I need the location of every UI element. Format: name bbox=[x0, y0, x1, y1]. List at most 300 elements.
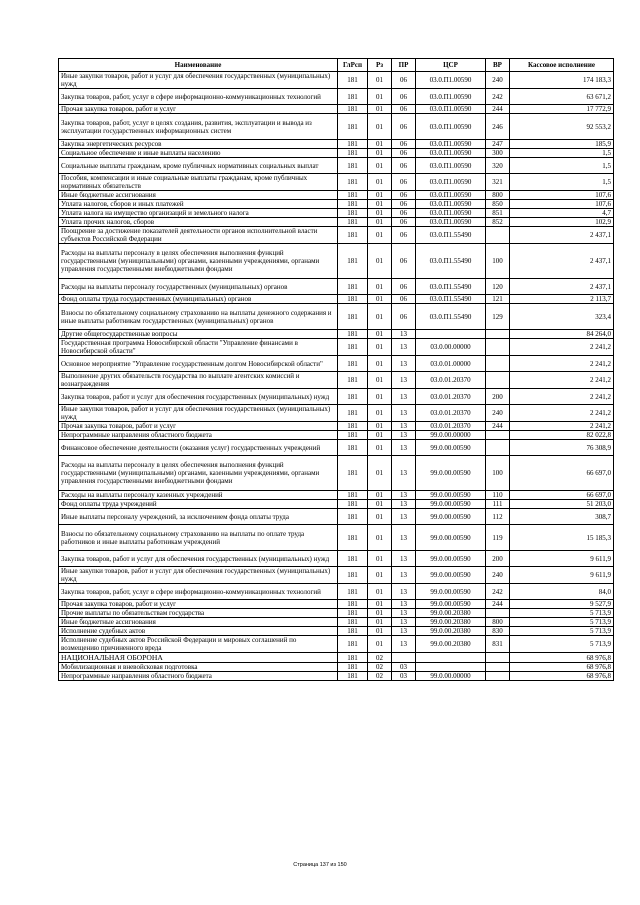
cell-amount: 2 241,2 bbox=[510, 405, 614, 422]
cell-pr: 13 bbox=[392, 509, 416, 525]
cell-vr: 244 bbox=[486, 600, 510, 609]
cell-glrsp: 181 bbox=[338, 114, 368, 140]
cell-glrsp: 181 bbox=[338, 584, 368, 600]
cell-rz: 01 bbox=[368, 636, 392, 653]
table-row bbox=[59, 200, 614, 209]
table-row bbox=[59, 525, 614, 551]
cell-amount: 308,7 bbox=[510, 509, 614, 525]
table-row bbox=[59, 600, 614, 609]
cell-amount: 82 022,8 bbox=[510, 431, 614, 440]
cell-vr: 200 bbox=[486, 551, 510, 567]
cell-vr: 244 bbox=[486, 422, 510, 431]
cell-name: Закупка товаров, работ, услуг в целях создания, развития, эксплуатации и вывода из эксплуатации государственных информационных систем bbox=[59, 114, 338, 140]
cell-csr bbox=[416, 663, 486, 672]
cell-glrsp: 181 bbox=[338, 440, 368, 456]
cell-rz: 01 bbox=[368, 200, 392, 209]
table-row bbox=[59, 653, 614, 663]
cell-vr: 300 bbox=[486, 149, 510, 158]
cell-pr: 06 bbox=[392, 191, 416, 200]
cell-vr: 852 bbox=[486, 218, 510, 227]
table-row bbox=[59, 295, 614, 304]
cell-vr: 240 bbox=[486, 567, 510, 584]
cell-name: Социальное обеспечение и иные выплаты населению bbox=[59, 149, 338, 158]
cell-name: Исполнение судебных актов Российской Федерации и мировых соглашений по возмещению причиненного вреда bbox=[59, 636, 338, 653]
cell-glrsp: 181 bbox=[338, 149, 368, 158]
cell-glrsp: 181 bbox=[338, 567, 368, 584]
table-row bbox=[59, 339, 614, 356]
table-row bbox=[59, 609, 614, 618]
cell-vr: 246 bbox=[486, 114, 510, 140]
cell-pr: 03 bbox=[392, 672, 416, 681]
cell-rz: 01 bbox=[368, 72, 392, 89]
cell-vr bbox=[486, 609, 510, 618]
cell-vr bbox=[486, 431, 510, 440]
table-row bbox=[59, 509, 614, 525]
cell-name: Закупка энергетических ресурсов bbox=[59, 140, 338, 149]
cell-pr: 13 bbox=[392, 551, 416, 567]
table-row bbox=[59, 618, 614, 627]
cell-vr: 119 bbox=[486, 525, 510, 551]
cell-name: Закупка товаров, работ и услуг для обеспечения государственных (муниципальных) нужд bbox=[59, 389, 338, 405]
header-rz: Рз bbox=[368, 59, 392, 72]
cell-amount: 1,5 bbox=[510, 174, 614, 191]
cell-pr: 06 bbox=[392, 227, 416, 244]
cell-glrsp: 181 bbox=[338, 158, 368, 174]
cell-vr: 244 bbox=[486, 105, 510, 114]
table-row bbox=[59, 627, 614, 636]
cell-csr: 03.0.01.20370 bbox=[416, 422, 486, 431]
cell-pr: 06 bbox=[392, 304, 416, 330]
cell-name: Прочая закупка товаров, работ и услуг bbox=[59, 422, 338, 431]
cell-amount: 5 713,9 bbox=[510, 636, 614, 653]
cell-vr: 100 bbox=[486, 244, 510, 279]
cell-amount: 174 183,3 bbox=[510, 72, 614, 89]
cell-csr: 03.0.01.00000 bbox=[416, 356, 486, 372]
cell-glrsp: 181 bbox=[338, 405, 368, 422]
cell-name: Выполнение других обязательств государства по выплате агентских комиссий и вознаграждения bbox=[59, 372, 338, 389]
cell-pr: 06 bbox=[392, 218, 416, 227]
cell-name: Закупка товаров, работ и услуг для обеспечения государственных (муниципальных) нужд bbox=[59, 551, 338, 567]
cell-rz: 01 bbox=[368, 356, 392, 372]
cell-name: Взносы по обязательному социальному страхованию на выплаты денежного содержания и иные выплаты работникам государственных (муниципальных) органов bbox=[59, 304, 338, 330]
cell-pr: 06 bbox=[392, 209, 416, 218]
cell-glrsp: 181 bbox=[338, 72, 368, 89]
cell-vr bbox=[486, 227, 510, 244]
table-row bbox=[59, 227, 614, 244]
cell-rz: 01 bbox=[368, 209, 392, 218]
cell-name: Мобилизационная и вневойсковая подготовка bbox=[59, 663, 338, 672]
table-header-row bbox=[59, 59, 614, 72]
cell-glrsp: 181 bbox=[338, 636, 368, 653]
cell-pr: 13 bbox=[392, 627, 416, 636]
cell-amount: 2 437,1 bbox=[510, 279, 614, 295]
cell-rz: 01 bbox=[368, 244, 392, 279]
cell-rz: 01 bbox=[368, 279, 392, 295]
table-row bbox=[59, 209, 614, 218]
table-row bbox=[59, 422, 614, 431]
cell-glrsp: 181 bbox=[338, 389, 368, 405]
cell-rz: 01 bbox=[368, 218, 392, 227]
table-row bbox=[59, 431, 614, 440]
cell-amount: 102,9 bbox=[510, 218, 614, 227]
cell-csr: 99.0.00.00590 bbox=[416, 509, 486, 525]
cell-pr: 06 bbox=[392, 105, 416, 114]
cell-vr: 111 bbox=[486, 500, 510, 509]
table-row bbox=[59, 140, 614, 149]
cell-csr: 03.0.01.20370 bbox=[416, 372, 486, 389]
cell-glrsp: 181 bbox=[338, 89, 368, 105]
cell-glrsp: 181 bbox=[338, 200, 368, 209]
cell-name: Расходы на выплаты персоналу государственных (муниципальных) органов bbox=[59, 279, 338, 295]
cell-amount: 2 437,1 bbox=[510, 227, 614, 244]
cell-rz: 01 bbox=[368, 372, 392, 389]
cell-pr: 06 bbox=[392, 174, 416, 191]
cell-name: Финансовое обеспечение деятельности (оказания услуг) государственных учреждений bbox=[59, 440, 338, 456]
cell-pr: 06 bbox=[392, 295, 416, 304]
cell-csr: 99.0.00.00590 bbox=[416, 491, 486, 500]
cell-csr: 03.0.П1.00590 bbox=[416, 218, 486, 227]
cell-pr: 13 bbox=[392, 389, 416, 405]
cell-csr bbox=[416, 653, 486, 663]
cell-rz: 01 bbox=[368, 431, 392, 440]
cell-csr: 03.0.01.20370 bbox=[416, 389, 486, 405]
cell-pr: 13 bbox=[392, 600, 416, 609]
cell-glrsp: 181 bbox=[338, 209, 368, 218]
cell-csr: 03.0.П1.00590 bbox=[416, 149, 486, 158]
cell-vr: 242 bbox=[486, 584, 510, 600]
cell-vr: 200 bbox=[486, 389, 510, 405]
cell-glrsp: 181 bbox=[338, 244, 368, 279]
cell-csr: 99.0.00.20380 bbox=[416, 618, 486, 627]
cell-name: Расходы на выплаты персоналу в целях обеспечения выполнения функций государственными (муниципальными) органами, казенными учреждениями, органами управления государственными внебюджетными фондами bbox=[59, 456, 338, 491]
cell-vr: 112 bbox=[486, 509, 510, 525]
table-row bbox=[59, 149, 614, 158]
cell-amount: 2 241,2 bbox=[510, 389, 614, 405]
cell-glrsp: 181 bbox=[338, 618, 368, 627]
cell-glrsp: 181 bbox=[338, 509, 368, 525]
cell-amount: 5 713,9 bbox=[510, 618, 614, 627]
cell-vr: 100 bbox=[486, 456, 510, 491]
cell-amount: 5 713,9 bbox=[510, 609, 614, 618]
cell-vr: 851 bbox=[486, 209, 510, 218]
cell-rz: 01 bbox=[368, 304, 392, 330]
cell-amount: 1,5 bbox=[510, 149, 614, 158]
table-row bbox=[59, 405, 614, 422]
cell-rz: 01 bbox=[368, 627, 392, 636]
cell-vr: 320 bbox=[486, 158, 510, 174]
cell-amount: 2 241,2 bbox=[510, 339, 614, 356]
cell-csr: 03.0.П1.00590 bbox=[416, 200, 486, 209]
cell-pr: 13 bbox=[392, 491, 416, 500]
cell-rz: 01 bbox=[368, 551, 392, 567]
cell-glrsp: 181 bbox=[338, 627, 368, 636]
cell-name: Прочая закупка товаров, работ и услуг bbox=[59, 105, 338, 114]
cell-csr: 99.0.00.00590 bbox=[416, 456, 486, 491]
table-row bbox=[59, 191, 614, 200]
cell-pr: 06 bbox=[392, 158, 416, 174]
cell-rz: 02 bbox=[368, 663, 392, 672]
cell-name: Государственная программа Новосибирской области "Управление финансами в Новосибирской области" bbox=[59, 339, 338, 356]
cell-csr: 99.0.00.20380 bbox=[416, 609, 486, 618]
cell-csr: 99.0.00.00000 bbox=[416, 672, 486, 681]
cell-glrsp: 181 bbox=[338, 105, 368, 114]
cell-vr: 831 bbox=[486, 636, 510, 653]
table-row bbox=[59, 174, 614, 191]
cell-vr bbox=[486, 330, 510, 339]
cell-csr: 99.0.00.20380 bbox=[416, 627, 486, 636]
cell-pr: 06 bbox=[392, 149, 416, 158]
cell-pr: 06 bbox=[392, 279, 416, 295]
cell-csr: 03.0.П1.00590 bbox=[416, 174, 486, 191]
cell-amount: 2 241,2 bbox=[510, 422, 614, 431]
cell-csr: 99.0.00.00590 bbox=[416, 500, 486, 509]
cell-csr: 03.0.П1.55490 bbox=[416, 244, 486, 279]
cell-glrsp: 181 bbox=[338, 551, 368, 567]
cell-rz: 01 bbox=[368, 227, 392, 244]
cell-amount: 185,9 bbox=[510, 140, 614, 149]
cell-glrsp: 181 bbox=[338, 525, 368, 551]
cell-amount: 5 713,9 bbox=[510, 627, 614, 636]
table-row bbox=[59, 663, 614, 672]
cell-rz: 02 bbox=[368, 653, 392, 663]
cell-csr: 99.0.00.00000 bbox=[416, 431, 486, 440]
cell-pr: 13 bbox=[392, 584, 416, 600]
cell-glrsp: 181 bbox=[338, 356, 368, 372]
cell-amount: 68 976,8 bbox=[510, 663, 614, 672]
cell-pr: 13 bbox=[392, 609, 416, 618]
table-row bbox=[59, 491, 614, 500]
table-row bbox=[59, 440, 614, 456]
cell-csr: 03.0.П1.00590 bbox=[416, 209, 486, 218]
cell-rz: 01 bbox=[368, 105, 392, 114]
table-row bbox=[59, 218, 614, 227]
cell-rz: 01 bbox=[368, 491, 392, 500]
table-row bbox=[59, 158, 614, 174]
cell-pr: 13 bbox=[392, 636, 416, 653]
cell-vr bbox=[486, 663, 510, 672]
cell-csr: 03.0.П1.00590 bbox=[416, 89, 486, 105]
table-body bbox=[59, 72, 614, 681]
table-row bbox=[59, 114, 614, 140]
cell-glrsp: 181 bbox=[338, 330, 368, 339]
cell-csr: 99.0.00.00590 bbox=[416, 600, 486, 609]
cell-rz: 01 bbox=[368, 89, 392, 105]
cell-vr: 247 bbox=[486, 140, 510, 149]
cell-amount: 2 241,2 bbox=[510, 356, 614, 372]
table-row bbox=[59, 105, 614, 114]
cell-glrsp: 181 bbox=[338, 672, 368, 681]
cell-vr: 129 bbox=[486, 304, 510, 330]
cell-amount: 107,6 bbox=[510, 200, 614, 209]
cell-rz: 01 bbox=[368, 440, 392, 456]
cell-name: Фонд оплаты труда учреждений bbox=[59, 500, 338, 509]
cell-amount: 92 553,2 bbox=[510, 114, 614, 140]
cell-rz: 01 bbox=[368, 618, 392, 627]
cell-glrsp: 181 bbox=[338, 227, 368, 244]
budget-table-page bbox=[58, 58, 613, 681]
cell-glrsp: 181 bbox=[338, 174, 368, 191]
header-pr: ПР bbox=[392, 59, 416, 72]
cell-amount: 9 611,9 bbox=[510, 567, 614, 584]
cell-amount: 2 437,1 bbox=[510, 244, 614, 279]
cell-rz: 01 bbox=[368, 525, 392, 551]
cell-glrsp: 181 bbox=[338, 456, 368, 491]
table-row bbox=[59, 244, 614, 279]
table-row bbox=[59, 389, 614, 405]
cell-csr: 03.0.П1.55490 bbox=[416, 304, 486, 330]
cell-amount: 323,4 bbox=[510, 304, 614, 330]
cell-name: Уплата налога на имущество организаций и земельного налога bbox=[59, 209, 338, 218]
cell-vr: 240 bbox=[486, 405, 510, 422]
cell-csr: 03.0.П1.00590 bbox=[416, 114, 486, 140]
cell-pr: 13 bbox=[392, 405, 416, 422]
cell-name: Уплата прочих налогов, сборов bbox=[59, 218, 338, 227]
cell-rz: 01 bbox=[368, 405, 392, 422]
cell-csr: 03.0.П1.55490 bbox=[416, 279, 486, 295]
cell-csr: 99.0.00.00590 bbox=[416, 584, 486, 600]
cell-amount: 17 772,9 bbox=[510, 105, 614, 114]
cell-pr: 13 bbox=[392, 372, 416, 389]
cell-amount: 84 264,0 bbox=[510, 330, 614, 339]
cell-pr: 13 bbox=[392, 567, 416, 584]
cell-vr: 110 bbox=[486, 491, 510, 500]
cell-pr: 13 bbox=[392, 440, 416, 456]
cell-name: Непрограммные направления областного бюджета bbox=[59, 672, 338, 681]
cell-pr: 06 bbox=[392, 114, 416, 140]
cell-name: Иные бюджетные ассигнования bbox=[59, 618, 338, 627]
cell-vr: 120 bbox=[486, 279, 510, 295]
cell-name: Прочие выплаты по обязательствам государства bbox=[59, 609, 338, 618]
cell-name: Иные закупки товаров, работ и услуг для обеспечения государственных (муниципальных) нужд bbox=[59, 72, 338, 89]
cell-name: Фонд оплаты труда государственных (муниципальных) органов bbox=[59, 295, 338, 304]
cell-rz: 01 bbox=[368, 295, 392, 304]
cell-vr bbox=[486, 653, 510, 663]
cell-pr: 06 bbox=[392, 140, 416, 149]
table-row bbox=[59, 330, 614, 339]
table-row bbox=[59, 356, 614, 372]
table-row bbox=[59, 72, 614, 89]
cell-name: Исполнение судебных актов bbox=[59, 627, 338, 636]
cell-csr: 99.0.00.00590 bbox=[416, 551, 486, 567]
cell-glrsp: 181 bbox=[338, 339, 368, 356]
cell-pr: 13 bbox=[392, 456, 416, 491]
cell-amount: 15 185,3 bbox=[510, 525, 614, 551]
cell-name: Взносы по обязательному социальному страхованию на выплаты по оплате труда работников и иные выплаты работникам учреждений bbox=[59, 525, 338, 551]
cell-glrsp: 181 bbox=[338, 279, 368, 295]
cell-csr: 03.0.П1.00590 bbox=[416, 158, 486, 174]
cell-amount: 68 976,8 bbox=[510, 672, 614, 681]
cell-glrsp: 181 bbox=[338, 491, 368, 500]
cell-pr: 06 bbox=[392, 244, 416, 279]
cell-pr: 13 bbox=[392, 431, 416, 440]
table-row bbox=[59, 567, 614, 584]
cell-vr: 800 bbox=[486, 191, 510, 200]
cell-rz: 01 bbox=[368, 567, 392, 584]
cell-csr: 99.0.00.20380 bbox=[416, 636, 486, 653]
cell-pr: 06 bbox=[392, 200, 416, 209]
cell-vr: 800 bbox=[486, 618, 510, 627]
cell-name: Иные закупки товаров, работ и услуг для обеспечения государственных (муниципальных) нужд bbox=[59, 567, 338, 584]
cell-name: Другие общегосударственные вопросы bbox=[59, 330, 338, 339]
cell-csr: 03.0.00.00000 bbox=[416, 339, 486, 356]
cell-csr: 99.0.00.00590 bbox=[416, 525, 486, 551]
cell-vr bbox=[486, 356, 510, 372]
cell-amount: 51 203,0 bbox=[510, 500, 614, 509]
cell-rz: 01 bbox=[368, 140, 392, 149]
cell-name: Уплата налогов, сборов и иных платежей bbox=[59, 200, 338, 209]
cell-vr: 121 bbox=[486, 295, 510, 304]
header-name: Наименование bbox=[59, 59, 338, 72]
cell-rz: 01 bbox=[368, 158, 392, 174]
cell-glrsp: 181 bbox=[338, 140, 368, 149]
cell-vr bbox=[486, 339, 510, 356]
cell-csr: 03.0.П1.00590 bbox=[416, 191, 486, 200]
cell-rz: 01 bbox=[368, 609, 392, 618]
table-row bbox=[59, 584, 614, 600]
cell-vr bbox=[486, 672, 510, 681]
cell-name: Прочая закупка товаров, работ и услуг bbox=[59, 600, 338, 609]
cell-glrsp: 181 bbox=[338, 372, 368, 389]
cell-pr: 03 bbox=[392, 663, 416, 672]
cell-rz: 01 bbox=[368, 584, 392, 600]
cell-glrsp: 181 bbox=[338, 295, 368, 304]
cell-name: НАЦИОНАЛЬНАЯ ОБОРОНА bbox=[59, 653, 338, 663]
cell-glrsp: 181 bbox=[338, 191, 368, 200]
cell-rz: 01 bbox=[368, 149, 392, 158]
cell-csr: 03.0.П1.55490 bbox=[416, 295, 486, 304]
cell-name: Основное мероприятие "Управление государственным долгом Новосибирской области" bbox=[59, 356, 338, 372]
table-row bbox=[59, 279, 614, 295]
cell-name: Непрограммные направления областного бюджета bbox=[59, 431, 338, 440]
cell-csr bbox=[416, 330, 486, 339]
cell-vr: 830 bbox=[486, 627, 510, 636]
cell-csr: 03.0.П1.55490 bbox=[416, 227, 486, 244]
cell-glrsp: 181 bbox=[338, 663, 368, 672]
cell-csr: 03.0.П1.00590 bbox=[416, 140, 486, 149]
cell-name: Расходы на выплаты персоналу в целях обеспечения выполнения функций государственными (муниципальными) органами, казенными учреждениями, органами управления государственными внебюджетными фондами bbox=[59, 244, 338, 279]
cell-rz: 01 bbox=[368, 422, 392, 431]
cell-name: Расходы на выплаты персоналу казенных учреждений bbox=[59, 491, 338, 500]
cell-name: Закупка товаров, работ, услуг в сфере информационно-коммуникационных технологий bbox=[59, 584, 338, 600]
cell-pr: 13 bbox=[392, 339, 416, 356]
header-csr: ЦСР bbox=[416, 59, 486, 72]
cell-amount: 2 241,2 bbox=[510, 372, 614, 389]
cell-amount: 68 976,8 bbox=[510, 653, 614, 663]
cell-amount: 107,6 bbox=[510, 191, 614, 200]
cell-name: Закупка товаров, работ, услуг в сфере информационно-коммуникационных технологий bbox=[59, 89, 338, 105]
cell-glrsp: 181 bbox=[338, 653, 368, 663]
table-row bbox=[59, 636, 614, 653]
cell-rz: 01 bbox=[368, 509, 392, 525]
cell-csr: 03.0.01.20370 bbox=[416, 405, 486, 422]
table-row bbox=[59, 456, 614, 491]
cell-amount: 66 697,0 bbox=[510, 456, 614, 491]
page-footer: Страница 137 из 150 bbox=[293, 862, 347, 868]
cell-pr: 13 bbox=[392, 330, 416, 339]
cell-rz: 01 bbox=[368, 174, 392, 191]
table-row bbox=[59, 672, 614, 681]
cell-vr bbox=[486, 440, 510, 456]
cell-name: Пособия, компенсации и иные социальные выплаты гражданам, кроме публичных нормативных обязательств bbox=[59, 174, 338, 191]
cell-pr: 13 bbox=[392, 525, 416, 551]
table-row bbox=[59, 500, 614, 509]
header-glrsp: ГлРсп bbox=[338, 59, 368, 72]
cell-rz: 02 bbox=[368, 672, 392, 681]
cell-name: Иные выплаты персоналу учреждений, за исключением фонда оплаты труда bbox=[59, 509, 338, 525]
cell-rz: 01 bbox=[368, 600, 392, 609]
cell-vr: 240 bbox=[486, 72, 510, 89]
cell-name: Иные закупки товаров, работ и услуг для обеспечения государственных (муниципальных) нужд bbox=[59, 405, 338, 422]
